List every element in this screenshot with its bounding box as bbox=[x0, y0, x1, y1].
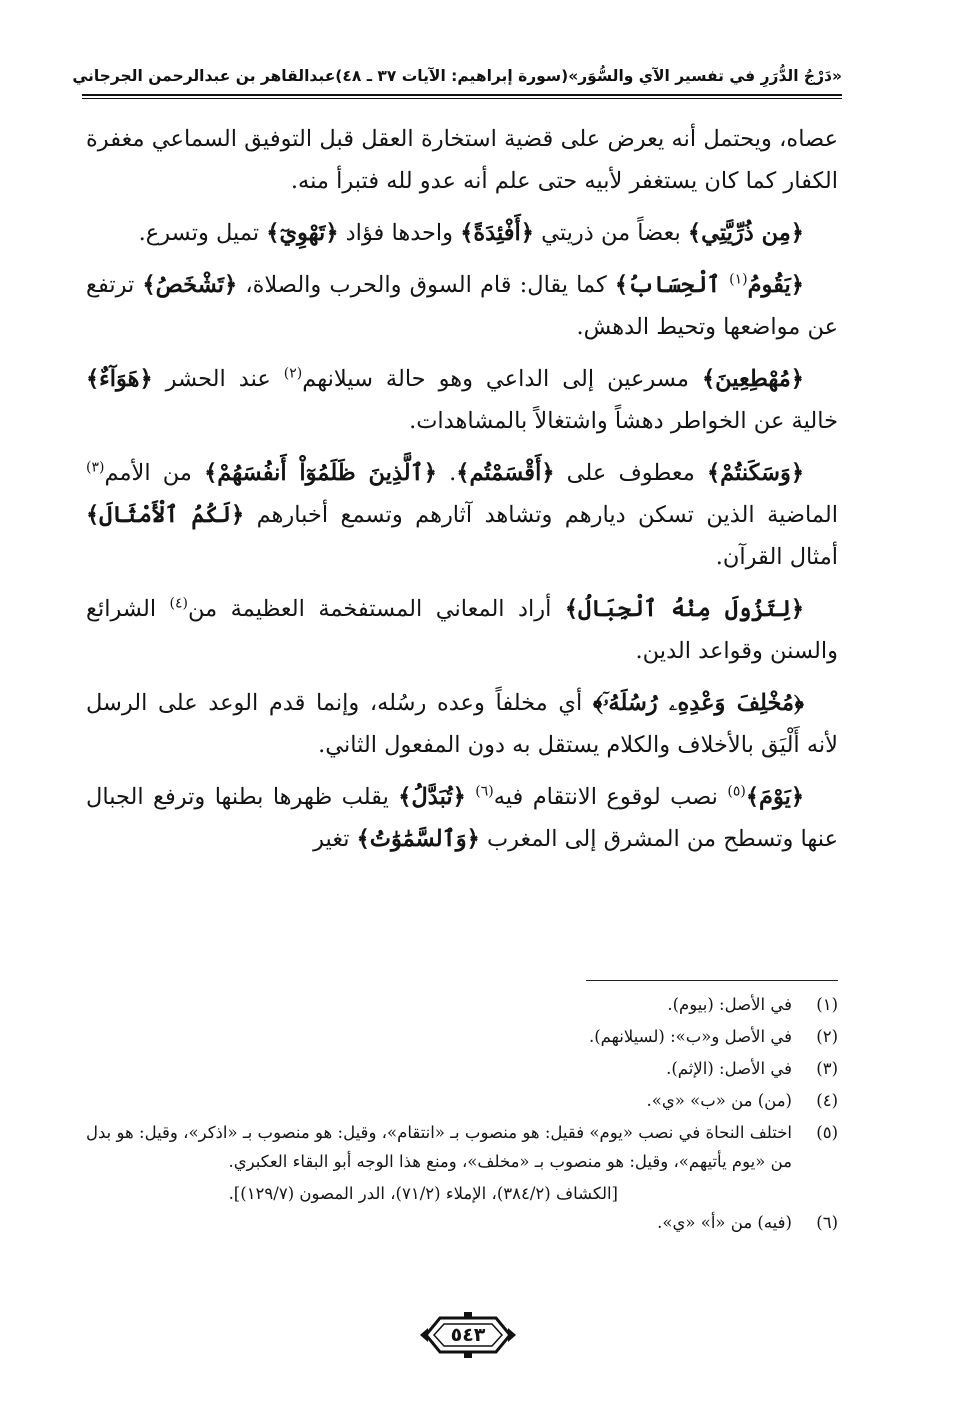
footnote-number: (١) bbox=[816, 995, 838, 1014]
paragraph-2 bbox=[86, 212, 838, 254]
quran-phrase: ﴿أَقْسَمْتُم﴾ bbox=[456, 460, 555, 486]
commentary-text: خالية عن الخواطر دهشاً واشتغالاً بالمشاهدات. bbox=[409, 408, 838, 434]
quran-phrase: ﴿هَوَآءٌ﴾ bbox=[86, 366, 153, 392]
quran-phrase: ﴿وَسَكَنتُمْ﴾ bbox=[706, 460, 805, 486]
footnote-2 bbox=[86, 1022, 838, 1051]
footnote-ref[interactable]: (١) bbox=[729, 271, 748, 288]
commentary-text: نصب لوقوع الانتقام فيه bbox=[493, 784, 728, 810]
footnote-1 bbox=[86, 990, 838, 1019]
commentary-text: معطوف على bbox=[554, 460, 707, 486]
commentary-text: تغير bbox=[313, 826, 357, 852]
footnote-6 bbox=[86, 1208, 838, 1237]
paragraph-7 bbox=[86, 682, 838, 766]
footnote-5 bbox=[86, 1118, 838, 1176]
footnote-text: اختلف النحاة في نصب «يوم» فقيل: هو منصوب بـ «انتقام»، وقيل: هو منصوب بـ «اذكر»، وقيل: هو بدل من «يوم يأتيهم»، وقيل: هو منصوب بـ «مخلف»، ومنع هذا الوجه أبو البقاء العكبري. bbox=[86, 1123, 792, 1171]
paragraph-4 bbox=[86, 358, 838, 442]
header-author: عبدالقاهر بن عبدالرحمن الجرجاني bbox=[72, 67, 336, 85]
paragraph-5 bbox=[86, 452, 838, 578]
quran-phrase: ٱلْحِسَابُ﴾ bbox=[614, 272, 730, 298]
commentary-text: من الأمم bbox=[104, 460, 205, 486]
header-rule bbox=[82, 94, 842, 96]
quran-phrase: ﴿مُهْطِعِينَ﴾ bbox=[701, 366, 804, 392]
footnotes bbox=[86, 990, 838, 1240]
quran-phrase: ﴿وَٱلسَّمَٰوَٰتُ﴾ bbox=[356, 826, 480, 852]
footnote-text: في الأصل و«ب»: (لسيلانهم). bbox=[589, 1027, 792, 1046]
footnote-5-sources: [الكشاف (٣٨٤/٢)، الإملاء (٧١/٢)، الدر المصون (١٢٩/٧)]. bbox=[228, 1184, 618, 1203]
footnote-ref[interactable]: (٢) bbox=[283, 365, 303, 382]
header-rule-thin bbox=[82, 98, 842, 99]
quran-phrase: ﴿أَفْئِدَةً﴾ bbox=[460, 220, 534, 246]
commentary-text: ترتفع عن مواضعها وتحيط الدهش. bbox=[86, 272, 838, 340]
footnote-4 bbox=[86, 1086, 838, 1115]
quran-phrase: ﴿يَوْمَ﴾ bbox=[745, 784, 805, 810]
footnote-ref[interactable]: (٦) bbox=[475, 783, 494, 800]
paragraph-3 bbox=[86, 264, 838, 348]
footnote-ref[interactable]: (٥) bbox=[727, 783, 746, 800]
commentary-text: . bbox=[436, 460, 457, 486]
paragraph-8 bbox=[86, 776, 838, 860]
paragraph-6 bbox=[86, 588, 838, 672]
commentary-text: أمثال القرآن. bbox=[715, 544, 838, 570]
commentary-text: أراد المعاني المستفخمة العظيمة من bbox=[188, 596, 565, 622]
header-surah-range: (سورة إبراهيم: الآيات ٣٧ ـ ٤٨) bbox=[335, 67, 569, 85]
footnote-text: في الأصل: (بيوم). bbox=[667, 995, 792, 1014]
footnote-text: (فيه) من «أ» «ي». bbox=[657, 1213, 792, 1232]
footnote-3 bbox=[86, 1054, 838, 1083]
footnote-number: (٥) bbox=[816, 1123, 838, 1142]
commentary-text: كما يقال: قام السوق والحرب والصلاة، bbox=[237, 272, 615, 298]
paragraph-text: عصاه، ويحتمل أنه يعرض على قضية استخارة العقل قبل التوفيق السماعي مغفرة الكفار كما كان يستغفر لأبيه حتى علم أنه عدو لله فتبرأ منه. bbox=[86, 126, 838, 194]
commentary-text: يقلب ظهرها بطنها وترفع الجبال عنها وتسطح من المشرق إلى المغرب bbox=[86, 784, 838, 852]
paragraph-1 bbox=[86, 118, 838, 202]
quran-phrase: ﴿ٱلَّذِينَ ظَلَمُوٓاْ أَنفُسَهُمْ﴾ bbox=[204, 460, 437, 486]
quran-phrase: ﴿مِن ذُرِّيَّتِي﴾ bbox=[687, 220, 804, 246]
quran-phrase: ﴿تَهْوِيٓ﴾ bbox=[266, 220, 339, 246]
footnote-number: (٦) bbox=[816, 1213, 838, 1232]
quran-phrase: ﴿تَشْخَصُ﴾ bbox=[142, 272, 238, 298]
footnote-number: (٣) bbox=[816, 1059, 838, 1078]
commentary-text: عند الحشر bbox=[152, 366, 284, 392]
running-header bbox=[72, 62, 842, 90]
quran-phrase: ﴿تُبَدَّلُ﴾ bbox=[398, 784, 466, 810]
footnote-ref[interactable]: (٤) bbox=[169, 595, 188, 612]
quran-phrase: ﴿مُخْلِفَ وَعْدِهِۦ رُسُلَهُۥٓ﴾ bbox=[592, 690, 804, 716]
page-number: ٥٤٣ bbox=[450, 1324, 486, 1346]
footnote-ref[interactable]: (٣) bbox=[86, 459, 105, 476]
quran-phrase: ﴿لَكُمُ ٱلْأَمْثَالَ﴾ bbox=[86, 502, 245, 528]
quran-phrase: ﴿يَقُومُ bbox=[747, 272, 804, 298]
header-book-title: «دَرْجُ الدُّرَرِ في تفسير الآي والسُّوَر» bbox=[568, 67, 842, 85]
main-text bbox=[86, 118, 838, 870]
commentary-text bbox=[466, 784, 475, 810]
commentary-text: واحدها فؤاد bbox=[338, 220, 461, 246]
quran-phrase: ﴿لِتَزُولَ مِنْهُ ٱلْجِبَالُ﴾ bbox=[564, 596, 805, 622]
commentary-text: أي مخلفاً وعده رسُله، وإنما قدم الوعد على الرسل لأنه أَلْيَق بالأخلاف والكلام يستقل به دون المفعول الثاني. bbox=[86, 690, 838, 758]
commentary-text: الماضية الذين تسكن ديارهم وتشاهد آثارهم وتسمع أخبارهم bbox=[244, 502, 838, 528]
commentary-text: بعضاً من ذريتي bbox=[533, 220, 688, 246]
footnote-text: (من) من «ب» «ي». bbox=[646, 1091, 792, 1110]
commentary-text: الشرائع والسنن وقواعد الدين. bbox=[86, 596, 838, 664]
footnote-number: (٤) bbox=[816, 1091, 838, 1110]
commentary-text: تميل وتسرع. bbox=[138, 220, 267, 246]
footnote-number: (٢) bbox=[816, 1027, 838, 1046]
footnote-text: في الأصل: (الإثم). bbox=[666, 1059, 792, 1078]
commentary-text: مسرعين إلى الداعي وهو حالة سيلانهم bbox=[302, 366, 702, 392]
footnote-separator bbox=[586, 980, 838, 981]
